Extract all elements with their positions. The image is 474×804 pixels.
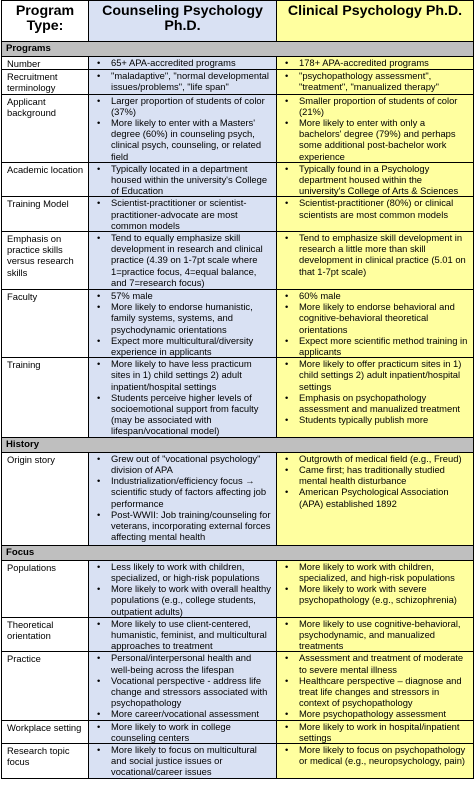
bullet-text: Expect more multicultural/diversity experience in applicants bbox=[111, 334, 254, 358]
bullet-icon: • bbox=[285, 486, 289, 498]
clinical-cell bbox=[277, 232, 474, 290]
clinical-cell bbox=[277, 617, 474, 652]
counseling-bullet-list bbox=[89, 197, 276, 231]
bullet-item bbox=[89, 70, 276, 92]
counseling-bullet-list bbox=[89, 744, 276, 778]
bullet-icon: • bbox=[285, 652, 289, 664]
header-row bbox=[2, 1, 474, 42]
bullet-item bbox=[277, 414, 473, 425]
clinical-bullet-list bbox=[277, 57, 473, 68]
bullet-item bbox=[89, 744, 276, 778]
counseling-cell bbox=[89, 720, 277, 743]
counseling-cell bbox=[89, 232, 277, 290]
row-label: Populations bbox=[2, 560, 89, 617]
bullet-text: Smaller proportion of students of color (21%) bbox=[299, 94, 458, 117]
clinical-cell bbox=[277, 290, 474, 358]
bullet-item bbox=[277, 721, 473, 743]
bullet-text: Scientist-practitioner or scientist-practitioner-advocate are most common models bbox=[111, 197, 247, 231]
counseling-bullet-list bbox=[89, 70, 276, 92]
bullet-item bbox=[277, 618, 473, 652]
table-row bbox=[2, 452, 474, 545]
bullet-text: More career/vocational assessment bbox=[111, 708, 259, 720]
clinical-bullet-list bbox=[277, 561, 473, 606]
counseling-cell bbox=[89, 57, 277, 70]
bullet-icon: • bbox=[285, 583, 289, 595]
counseling-cell bbox=[89, 290, 277, 358]
bullet-item bbox=[89, 392, 276, 437]
bullet-icon: • bbox=[285, 117, 289, 129]
bullet-text: "maladaptive", "normal developmental issues/problems", "life span" bbox=[111, 70, 269, 93]
counseling-cell bbox=[89, 652, 277, 720]
table-body bbox=[2, 42, 474, 779]
bullet-item bbox=[89, 618, 276, 652]
bullet-item bbox=[277, 70, 473, 92]
bullet-icon: • bbox=[97, 452, 101, 464]
bullet-text: More likely to endorse humanistic, family systems, systems, and psychodynamic orientations bbox=[111, 301, 253, 335]
bullet-text: 57% male bbox=[111, 290, 153, 302]
bullet-icon: • bbox=[285, 358, 289, 370]
bullet-item bbox=[277, 301, 473, 335]
clinical-bullet-list bbox=[277, 95, 473, 162]
bullet-item bbox=[89, 652, 276, 674]
bullet-text: More likely to use client-centered, humanistic, feminist, and multicultural approaches to treatment bbox=[111, 617, 267, 652]
bullet-icon: • bbox=[285, 743, 289, 755]
bullet-text: Came first; has traditionally studied mental health disturbance bbox=[299, 463, 445, 487]
bullet-item bbox=[277, 583, 473, 605]
bullet-text: Larger proportion of students of color (37%) bbox=[111, 94, 265, 117]
bullet-item bbox=[89, 197, 276, 231]
counseling-bullet-list bbox=[89, 561, 276, 617]
bullet-item bbox=[277, 486, 473, 508]
bullet-text: Expect more scientific method training in applicants bbox=[299, 334, 468, 358]
bullet-item bbox=[89, 163, 276, 197]
bullet-text: Tend to equally emphasize skill development in research and clinical practice (4.39 on 1-7pt scale where 1=practice focus, 4=equal balance, and 7=research focus) bbox=[111, 232, 263, 288]
clinical-bullet-list bbox=[277, 453, 473, 509]
section-title: Focus bbox=[2, 545, 474, 560]
bullet-text: More likely to enter with a Masters' degree (60%) in counseling psych, clinical psych, counseling, or related field bbox=[111, 117, 262, 162]
bullet-item bbox=[277, 392, 473, 414]
bullet-text: Grew out of "vocational psychology" division of APA bbox=[111, 452, 261, 475]
counseling-cell bbox=[89, 452, 277, 545]
clinical-cell bbox=[277, 57, 474, 70]
bullet-item bbox=[89, 721, 276, 743]
section-header-row bbox=[2, 437, 474, 452]
counseling-cell bbox=[89, 560, 277, 617]
bullet-text: Emphasis on psychopathology assessment and manualized treatment bbox=[299, 391, 461, 415]
counseling-bullet-list bbox=[89, 453, 276, 543]
clinical-cell bbox=[277, 720, 474, 743]
row-label: Academic location bbox=[2, 162, 89, 197]
bullet-item bbox=[277, 652, 473, 674]
bullet-item bbox=[89, 509, 276, 543]
bullet-icon: • bbox=[97, 674, 101, 686]
bullet-item bbox=[277, 453, 473, 464]
counseling-cell bbox=[89, 358, 277, 437]
bullet-text: 60% male bbox=[299, 290, 341, 302]
bullet-icon: • bbox=[97, 743, 101, 755]
counseling-bullet-list bbox=[89, 652, 276, 719]
section-header-row bbox=[2, 42, 474, 57]
clinical-bullet-list bbox=[277, 163, 473, 197]
section-title: History bbox=[2, 437, 474, 452]
counseling-cell bbox=[89, 162, 277, 197]
bullet-text: "psychopathology assessment", "treatment", "manualized therapy" bbox=[299, 70, 439, 93]
bullet-text: Less likely to work with children, specialized, or high-risk populations bbox=[111, 560, 260, 583]
bullet-text: More likely to use cognitive-behavioral, psychodynamic, and manualized treatments bbox=[299, 617, 461, 652]
bullet-text: Outgrowth of medical field (e.g., Freud) bbox=[299, 452, 462, 464]
counseling-cell bbox=[89, 743, 277, 778]
counseling-cell bbox=[89, 197, 277, 232]
table-row bbox=[2, 94, 474, 162]
header-clinical: Clinical Psychology Ph.D. bbox=[277, 1, 474, 42]
bullet-text: More likely to work with severe psychopathology (e.g., schizophrenia) bbox=[299, 583, 457, 606]
header-program-type: Program Type: bbox=[2, 1, 89, 42]
table-row bbox=[2, 232, 474, 290]
bullet-icon: • bbox=[285, 414, 289, 426]
counseling-bullet-list bbox=[89, 57, 276, 68]
bullet-icon: • bbox=[97, 94, 101, 106]
bullet-icon: • bbox=[97, 57, 101, 68]
bullet-icon: • bbox=[285, 391, 289, 403]
clinical-bullet-list bbox=[277, 197, 473, 219]
counseling-bullet-list bbox=[89, 721, 276, 743]
bullet-icon: • bbox=[97, 117, 101, 129]
bullet-item bbox=[277, 117, 473, 162]
row-label: Number bbox=[2, 57, 89, 70]
clinical-bullet-list bbox=[277, 744, 473, 766]
table-row bbox=[2, 560, 474, 617]
bullet-item bbox=[277, 358, 473, 392]
row-label: Research topic focus bbox=[2, 743, 89, 778]
comparison-table bbox=[1, 0, 474, 779]
bullet-item bbox=[277, 232, 473, 277]
bullet-icon: • bbox=[285, 463, 289, 475]
row-label: Recruitment terminology bbox=[2, 70, 89, 94]
clinical-bullet-list bbox=[277, 358, 473, 425]
bullet-icon: • bbox=[285, 617, 289, 629]
bullet-icon: • bbox=[285, 301, 289, 313]
bullet-icon: • bbox=[97, 720, 101, 732]
bullet-icon: • bbox=[97, 232, 101, 244]
bullet-icon: • bbox=[285, 70, 289, 82]
bullet-text: More likely to endorse behavioral and cognitive-behavioral theoretical orientations bbox=[299, 301, 455, 335]
header-counseling: Counseling Psychology Ph.D. bbox=[89, 1, 277, 42]
clinical-cell bbox=[277, 197, 474, 232]
clinical-bullet-list bbox=[277, 618, 473, 652]
bullet-icon: • bbox=[285, 94, 289, 106]
section-header-row bbox=[2, 545, 474, 560]
bullet-icon: • bbox=[97, 508, 101, 520]
row-label: Workplace setting bbox=[2, 720, 89, 743]
bullet-item bbox=[277, 708, 473, 719]
bullet-item bbox=[277, 95, 473, 117]
row-label: Theoretical orientation bbox=[2, 617, 89, 652]
bullet-icon: • bbox=[97, 70, 101, 82]
table-row bbox=[2, 290, 474, 358]
table-row bbox=[2, 57, 474, 70]
bullet-item bbox=[89, 232, 276, 288]
row-label: Origin story bbox=[2, 452, 89, 545]
table-row bbox=[2, 358, 474, 437]
bullet-item bbox=[277, 57, 473, 68]
row-label: Training bbox=[2, 358, 89, 437]
bullet-item bbox=[277, 163, 473, 197]
bullet-item bbox=[277, 675, 473, 709]
counseling-bullet-list bbox=[89, 358, 276, 436]
bullet-text: Typically located in a department housed within the university's College of Education bbox=[111, 162, 268, 197]
bullet-icon: • bbox=[97, 301, 101, 313]
bullet-text: More likely to enter with only a bachelors' degree (79%) and perhaps some additional post-bachelor work experience bbox=[299, 117, 456, 162]
table-row bbox=[2, 617, 474, 652]
bullet-text: American Psychological Association (APA) established 1892 bbox=[299, 486, 449, 509]
counseling-bullet-list bbox=[89, 618, 276, 652]
bullet-item bbox=[89, 561, 276, 583]
counseling-bullet-list bbox=[89, 290, 276, 357]
bullet-text: More likely to work with children, specialized, and high-risk populations bbox=[299, 560, 455, 583]
bullet-text: More likely to work with overall healthy populations (e.g., college students, outpatient adults) bbox=[111, 583, 271, 617]
clinical-bullet-list bbox=[277, 232, 473, 277]
bullet-item bbox=[89, 475, 276, 509]
clinical-cell bbox=[277, 652, 474, 720]
bullet-icon: • bbox=[97, 475, 101, 487]
bullet-icon: • bbox=[97, 334, 101, 346]
bullet-icon: • bbox=[285, 560, 289, 572]
bullet-icon: • bbox=[285, 334, 289, 346]
counseling-bullet-list bbox=[89, 95, 276, 162]
bullet-text: More likely to work in college counseling centers bbox=[111, 720, 231, 743]
bullet-icon: • bbox=[97, 583, 101, 595]
clinical-cell bbox=[277, 358, 474, 437]
bullet-text: Assessment and treatment of moderate to severe mental illness bbox=[299, 652, 464, 675]
bullet-icon: • bbox=[285, 57, 289, 68]
bullet-icon: • bbox=[97, 358, 101, 370]
bullet-icon: • bbox=[97, 290, 101, 302]
bullet-item bbox=[89, 301, 276, 335]
bullet-item bbox=[89, 95, 276, 117]
bullet-text: Industrialization/efficiency focus → scientific study of factors affecting job performance bbox=[111, 475, 267, 509]
table-row bbox=[2, 70, 474, 94]
bullet-text: Post-WWII: Job training/counseling for veterans, incorporating external forces affecting mental health bbox=[111, 508, 271, 543]
clinical-cell bbox=[277, 452, 474, 545]
clinical-cell bbox=[277, 94, 474, 162]
bullet-item bbox=[277, 290, 473, 301]
counseling-cell bbox=[89, 70, 277, 94]
counseling-bullet-list bbox=[89, 163, 276, 197]
bullet-text: Students typically publish more bbox=[299, 414, 429, 426]
bullet-text: Healthcare perspective – diagnose and treat life changes and stressors in context of psychopathology bbox=[299, 674, 462, 709]
bullet-text: Tend to emphasize skill development in research a little more than skill development in clinical practice (5.01 on that 1-7pt scale) bbox=[299, 232, 466, 277]
clinical-cell bbox=[277, 162, 474, 197]
clinical-bullet-list bbox=[277, 70, 473, 92]
bullet-icon: • bbox=[285, 708, 289, 720]
clinical-cell bbox=[277, 743, 474, 778]
bullet-icon: • bbox=[285, 720, 289, 732]
bullet-icon: • bbox=[97, 652, 101, 664]
bullet-text: More psychopathology assessment bbox=[299, 708, 446, 720]
clinical-cell bbox=[277, 70, 474, 94]
bullet-text: More likely to focus on multicultural and social justice issues or vocational/career issues bbox=[111, 743, 257, 778]
section-title: Programs bbox=[2, 42, 474, 57]
bullet-icon: • bbox=[97, 391, 101, 403]
bullet-item bbox=[89, 117, 276, 162]
bullet-text: Students perceive higher levels of socioemotional support from faculty (may be associated with lifespan/vocational model) bbox=[111, 391, 259, 437]
bullet-item bbox=[89, 583, 276, 617]
clinical-bullet-list bbox=[277, 721, 473, 743]
row-label: Applicant background bbox=[2, 94, 89, 162]
bullet-item bbox=[277, 744, 473, 766]
bullet-icon: • bbox=[285, 162, 289, 174]
bullet-icon: • bbox=[285, 232, 289, 244]
bullet-icon: • bbox=[97, 560, 101, 572]
bullet-icon: • bbox=[97, 162, 101, 174]
counseling-cell bbox=[89, 94, 277, 162]
bullet-text: Typically found in a Psychology department housed within the university's College of Arts & Sciences bbox=[299, 162, 459, 197]
bullet-item bbox=[89, 358, 276, 392]
table-row bbox=[2, 162, 474, 197]
bullet-text: Personal/interpersonal health and well-being across the lifespan bbox=[111, 652, 252, 675]
table-row bbox=[2, 743, 474, 778]
bullet-text: Vocational perspective - address life change and stressors associated with psychopathology bbox=[111, 674, 268, 709]
row-label: Training Model bbox=[2, 197, 89, 232]
table-row bbox=[2, 197, 474, 232]
clinical-cell bbox=[277, 560, 474, 617]
bullet-item bbox=[89, 57, 276, 68]
bullet-icon: • bbox=[285, 290, 289, 302]
clinical-bullet-list bbox=[277, 290, 473, 357]
row-label: Emphasis on practice skills versus research skills bbox=[2, 232, 89, 290]
bullet-text: More likely to have less practicum sites in 1) child settings 2) adult inpatient/hospital settings bbox=[111, 358, 252, 392]
bullet-icon: • bbox=[285, 674, 289, 686]
bullet-item bbox=[89, 708, 276, 719]
bullet-text: More likely to offer practicum sites in 1) child settings 2) adult inpatient/hospital settings bbox=[299, 358, 462, 392]
clinical-bullet-list bbox=[277, 652, 473, 719]
bullet-icon: • bbox=[97, 617, 101, 629]
bullet-item bbox=[89, 453, 276, 475]
bullet-text: Scientist-practitioner (80%) or clinical scientists are most common models bbox=[299, 197, 454, 220]
bullet-icon: • bbox=[285, 197, 289, 209]
bullet-item bbox=[277, 561, 473, 583]
bullet-icon: • bbox=[285, 452, 289, 464]
counseling-cell bbox=[89, 617, 277, 652]
counseling-bullet-list bbox=[89, 232, 276, 288]
bullet-item bbox=[277, 335, 473, 357]
row-label: Practice bbox=[2, 652, 89, 720]
table-row bbox=[2, 720, 474, 743]
table-row bbox=[2, 652, 474, 720]
bullet-text: More likely to work in hospital/inpatient settings bbox=[299, 720, 460, 743]
bullet-item bbox=[277, 197, 473, 219]
bullet-text: More likely to focus on psychopathology or medical (e.g., neuropsychology, pain) bbox=[299, 743, 466, 767]
bullet-item bbox=[89, 335, 276, 357]
bullet-item bbox=[89, 290, 276, 301]
bullet-item bbox=[277, 464, 473, 486]
row-label: Faculty bbox=[2, 290, 89, 358]
bullet-icon: • bbox=[97, 708, 101, 720]
bullet-icon: • bbox=[97, 197, 101, 209]
bullet-text: 65+ APA-accredited programs bbox=[111, 57, 236, 68]
bullet-text: 178+ APA-accredited programs bbox=[299, 57, 429, 68]
bullet-item bbox=[89, 675, 276, 709]
